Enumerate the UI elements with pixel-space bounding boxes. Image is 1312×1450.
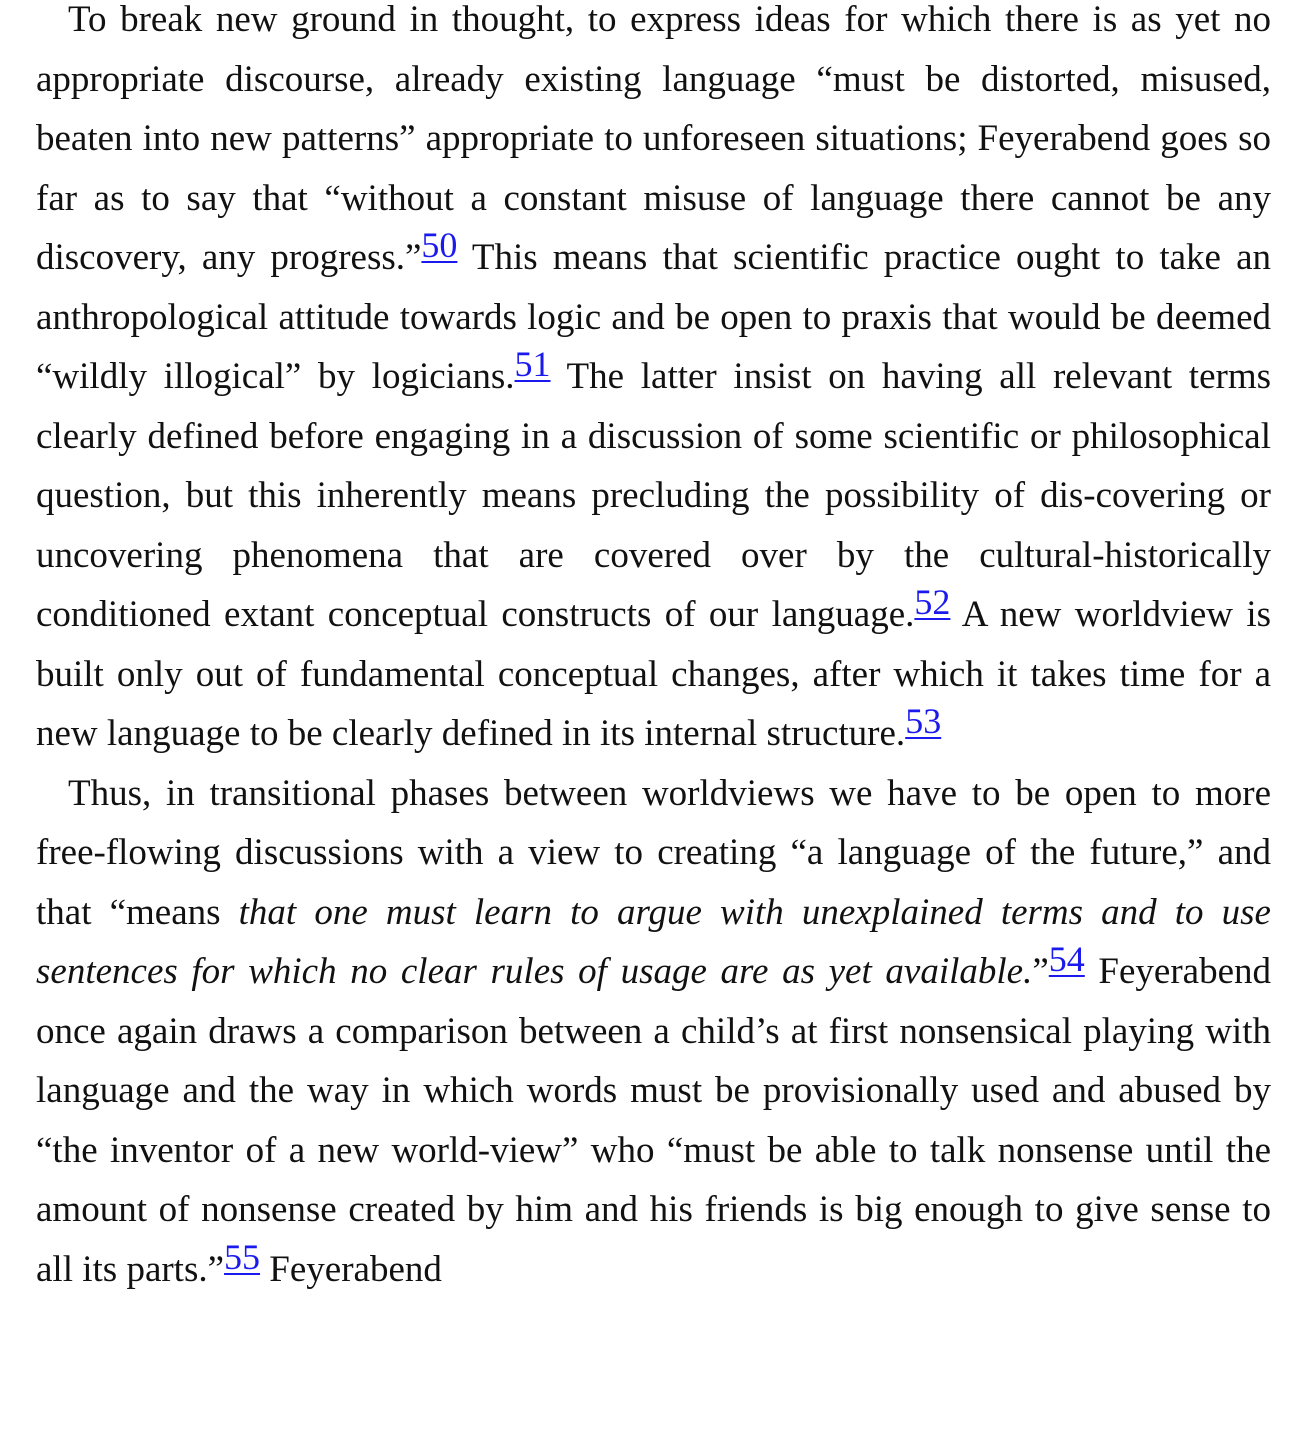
paragraph-2 [36,764,1271,1300]
paragraph-text: A new worldview is built only out of fundamental conceptual changes, after which it takes time for a new language to be clearly defined in its internal structure. [36,594,1272,754]
footnote-link-50[interactable]: 50 [421,225,458,265]
italic-quote: that one must learn to argue with unexplained terms and to use sentences for which no clear rules of usage are as yet available. [36,891,1271,992]
paragraph-text: Feyerabend once again draws a comparison between a child’s at first nonsensical playing with language and the way in which words must be provisionally used and abused by “the inventor of a new world-view” who “must be able to talk nonsense until the amount of nonsense created by him and his friends is big enough to give sense to all its parts.” [36,951,1272,1290]
paragraph-text: To break new ground in thought, to express ideas for which there is as yet no appropriate discourse, already existing language “must be distorted, misused, beaten into new patterns” appropriate to unforeseen situations; Feyerabend goes so far as to say that “without a constant misuse of language there cannot be any discovery, any progress.” [36,0,1271,278]
paragraph-text: This means that scientific practice ought to take an anthropological attitude towards logic and be open to praxis that would be deemed “wildly illogical” by logicians. [36,237,1271,397]
footnote-link-52[interactable]: 52 [914,582,951,622]
footnote-link-51[interactable]: 51 [514,344,551,384]
paragraph-text: The latter insist on having all relevant terms clearly defined before engaging in a discussion of some scientific or philosophical question, but this inherently means precluding the possibility of dis-covering or uncovering phenomena that are covered over by the cultural-historically conditioned extant conceptual constructs of our language. [36,356,1271,635]
footnote-link-54[interactable]: 54 [1048,939,1085,979]
paragraph-1 [36,0,1271,764]
paragraph-text: ” [1032,951,1049,992]
paragraph-text: Feyerabend [260,1248,442,1290]
document-page [36,0,1271,1299]
footnote-link-53[interactable]: 53 [905,701,942,741]
paragraph-text: Thus, in transitional phases between worldviews we have to be open to more free-flowing discussions with a view to creating “a language of the future,” and that “means [36,772,1271,933]
footnote-link-55[interactable]: 55 [224,1236,261,1277]
